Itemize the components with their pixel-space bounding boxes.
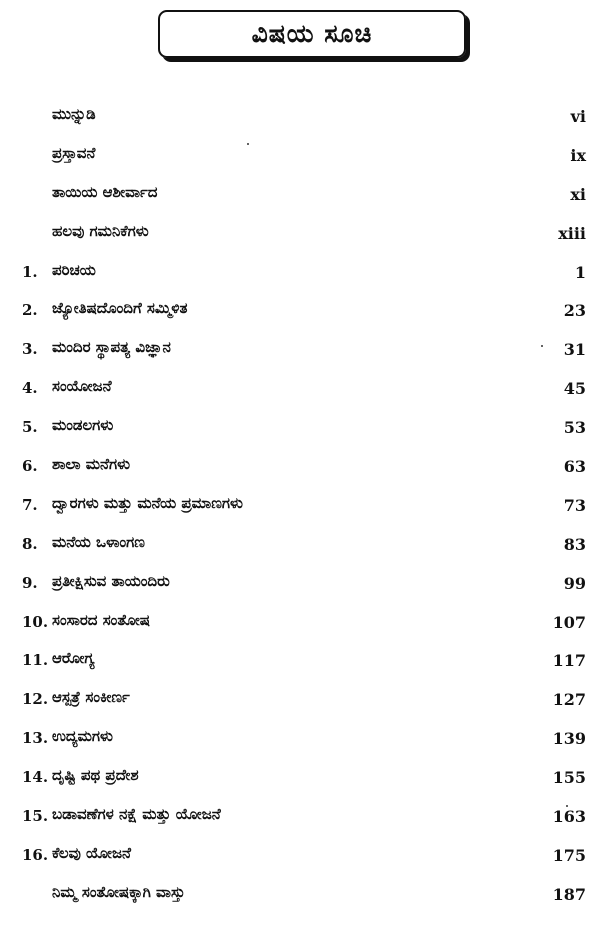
toc-entry xyxy=(0,797,600,836)
toc-entry-page: 99 xyxy=(563,573,586,593)
toc-entry-number: 2. xyxy=(22,301,38,320)
toc-entry-title: ನಿಮ್ಮ ಸಂತೋಷಕ್ಕಾಗಿ ವಾಸ್ತು xyxy=(52,882,185,901)
toc-entry-number: 12. xyxy=(22,690,49,709)
toc-entry xyxy=(0,175,600,214)
toc-entry xyxy=(0,603,600,642)
toc-entry-page: xiii xyxy=(558,223,586,243)
toc-entry-title: ಉದ್ಯಮಗಳು xyxy=(52,727,113,746)
toc-entry xyxy=(0,564,600,603)
toc-entry-page: 53 xyxy=(563,418,586,438)
toc-entry xyxy=(0,330,600,369)
toc-entry-title: ಮನೆಯ ಒಳಾಂಗಣ xyxy=(52,532,145,551)
toc-entry-number: 14. xyxy=(22,768,49,787)
toc-entry-title: ಮಂಡಲಗಳು xyxy=(52,416,114,435)
toc-entry xyxy=(0,719,600,758)
toc-entry-number: 10. xyxy=(22,612,49,631)
toc-entry-page: 155 xyxy=(552,768,586,788)
toc-entry xyxy=(0,97,600,136)
toc-entry-title: ಬಡಾವಣೆಗಳ ನಕ್ಷೆ ಮತ್ತು ಯೋಜನೆ xyxy=(52,805,221,824)
toc-entry xyxy=(0,525,600,564)
toc-entry-page: 63 xyxy=(563,457,586,477)
print-speck xyxy=(247,143,249,145)
toc-entry-title: ದೃಷ್ಟಿ ಪಥ ಪ್ರದೇಶ xyxy=(52,766,139,785)
toc-entry xyxy=(0,408,600,447)
toc-entry xyxy=(0,291,600,330)
toc-entry xyxy=(0,836,600,875)
toc-entry-title: ಕೆಲವು ಯೋಜನೆ xyxy=(52,843,131,862)
toc-entry-page: 83 xyxy=(563,534,586,554)
toc-entry-page: 139 xyxy=(552,729,586,749)
toc-title: ವಿಷಯ ಸೂಚಿ xyxy=(251,19,373,48)
toc-entry xyxy=(0,447,600,486)
toc-entry xyxy=(0,214,600,253)
toc-entry-page: 1 xyxy=(574,262,586,282)
toc-entry-page: 127 xyxy=(552,690,586,710)
toc-entry-title: ದ್ವಾರಗಳು ಮತ್ತು ಮನೆಯ ಪ್ರಮಾಣಗಳು xyxy=(52,493,243,512)
toc-entry-number: 1. xyxy=(22,262,38,281)
toc-entry-title: ಸಂಸಾರದ ಸಂತೋಷ xyxy=(52,610,150,629)
toc-entry-page: 107 xyxy=(552,612,586,632)
toc-entry xyxy=(0,680,600,719)
toc-entry xyxy=(0,641,600,680)
toc-entry-title: ಪ್ರಸ್ತಾವನೆ xyxy=(52,143,96,162)
toc-entry-page: 31 xyxy=(563,340,586,360)
toc-entry-number: 4. xyxy=(22,379,38,398)
toc-entry-title: ಜ್ಯೋತಿಷದೊಂದಿಗೆ ಸಮ್ಮಿಳಿತ xyxy=(52,299,188,318)
toc-entry-page: ix xyxy=(570,145,586,165)
toc-entry-title: ಪರಿಚಯ xyxy=(52,260,96,279)
toc-entry xyxy=(0,369,600,408)
toc-entry-number: 7. xyxy=(22,495,38,514)
toc-entry-number: 5. xyxy=(22,418,38,437)
toc-entry-title: ಮಂದಿರ ಸ್ಥಾಪತ್ಯ ವಿಜ್ಞಾನ xyxy=(52,338,171,357)
toc-title-box xyxy=(158,10,466,58)
toc-entry-number: 6. xyxy=(22,457,38,476)
toc-entry-title: ಪ್ರತೀಕ್ಷಿಸುವ ತಾಯಂದಿರು xyxy=(52,571,170,590)
table-of-contents xyxy=(0,97,600,914)
toc-entry-page: 117 xyxy=(552,651,586,671)
toc-entry-title: ಶಾಲಾ ಮನೆಗಳು xyxy=(52,455,130,474)
toc-entry-number: 13. xyxy=(22,729,49,748)
print-speck xyxy=(566,805,568,807)
toc-entry-page: 23 xyxy=(563,301,586,321)
toc-entry-page: 73 xyxy=(563,495,586,515)
toc-entry xyxy=(0,875,600,914)
toc-entry-number: 15. xyxy=(22,807,49,826)
toc-entry-number: 9. xyxy=(22,573,38,592)
toc-entry-page: xi xyxy=(570,184,586,204)
print-speck xyxy=(541,345,543,347)
toc-entry-title: ಆರೋಗ್ಯ xyxy=(52,649,95,668)
toc-entry-title: ಆಸ್ಪತ್ರೆ ಸಂಕೀರ್ಣ xyxy=(52,688,130,707)
toc-entry-page: vi xyxy=(570,107,586,126)
toc-entry-number: 11. xyxy=(22,651,49,670)
toc-entry-number: 8. xyxy=(22,534,38,553)
toc-entry xyxy=(0,486,600,525)
toc-entry xyxy=(0,136,600,175)
toc-entry-title: ಹಲವು ಗಮನಿಕೆಗಳು xyxy=(52,221,149,240)
toc-entry-title: ಸಂಯೋಜನೆ xyxy=(52,377,112,396)
toc-entry-page: 163 xyxy=(552,807,586,827)
toc-entry-number: 3. xyxy=(22,340,38,359)
toc-entry-page: 175 xyxy=(552,845,586,865)
toc-entry-title: ಮುನ್ನುಡಿ xyxy=(52,105,96,123)
toc-entry-page: 187 xyxy=(552,884,586,904)
toc-entry-page: 45 xyxy=(563,379,586,399)
toc-entry xyxy=(0,758,600,797)
toc-entry-number: 16. xyxy=(22,845,49,864)
toc-entry-title: ತಾಯಿಯ ಆಶೀರ್ವಾದ xyxy=(52,182,158,201)
toc-entry xyxy=(0,253,600,292)
